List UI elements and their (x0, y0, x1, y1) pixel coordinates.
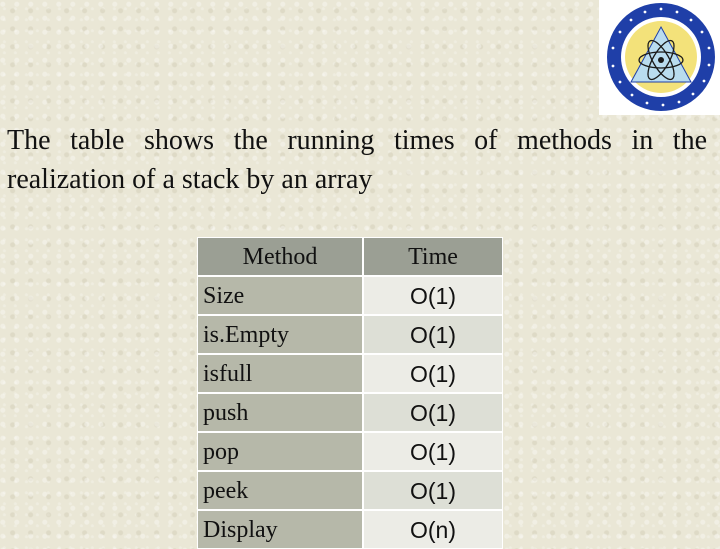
method-cell: is.Empty (197, 315, 363, 354)
time-cell: O(1) (363, 471, 503, 510)
method-header: Method (197, 237, 363, 276)
method-cell: Size (197, 276, 363, 315)
time-cell: O(n) (363, 510, 503, 549)
intro-paragraph (7, 121, 707, 199)
university-logo (599, 0, 720, 115)
time-cell: O(1) (363, 276, 503, 315)
method-cell: isfull (197, 354, 363, 393)
time-cell: O(1) (363, 432, 503, 471)
time-cell: O(1) (363, 354, 503, 393)
time-cell: O(1) (363, 315, 503, 354)
intro-line-2: realization of a stack by an array (7, 164, 373, 195)
university-seal-atom-icon (599, 0, 720, 115)
method-cell: pop (197, 432, 363, 471)
method-cell: peek (197, 471, 363, 510)
time-cell: O(1) (363, 393, 503, 432)
intro-line-1: The table shows the running times of methods in the (7, 125, 707, 156)
time-header: Time (363, 237, 503, 276)
method-cell: push (197, 393, 363, 432)
method-cell: Display (197, 510, 363, 549)
